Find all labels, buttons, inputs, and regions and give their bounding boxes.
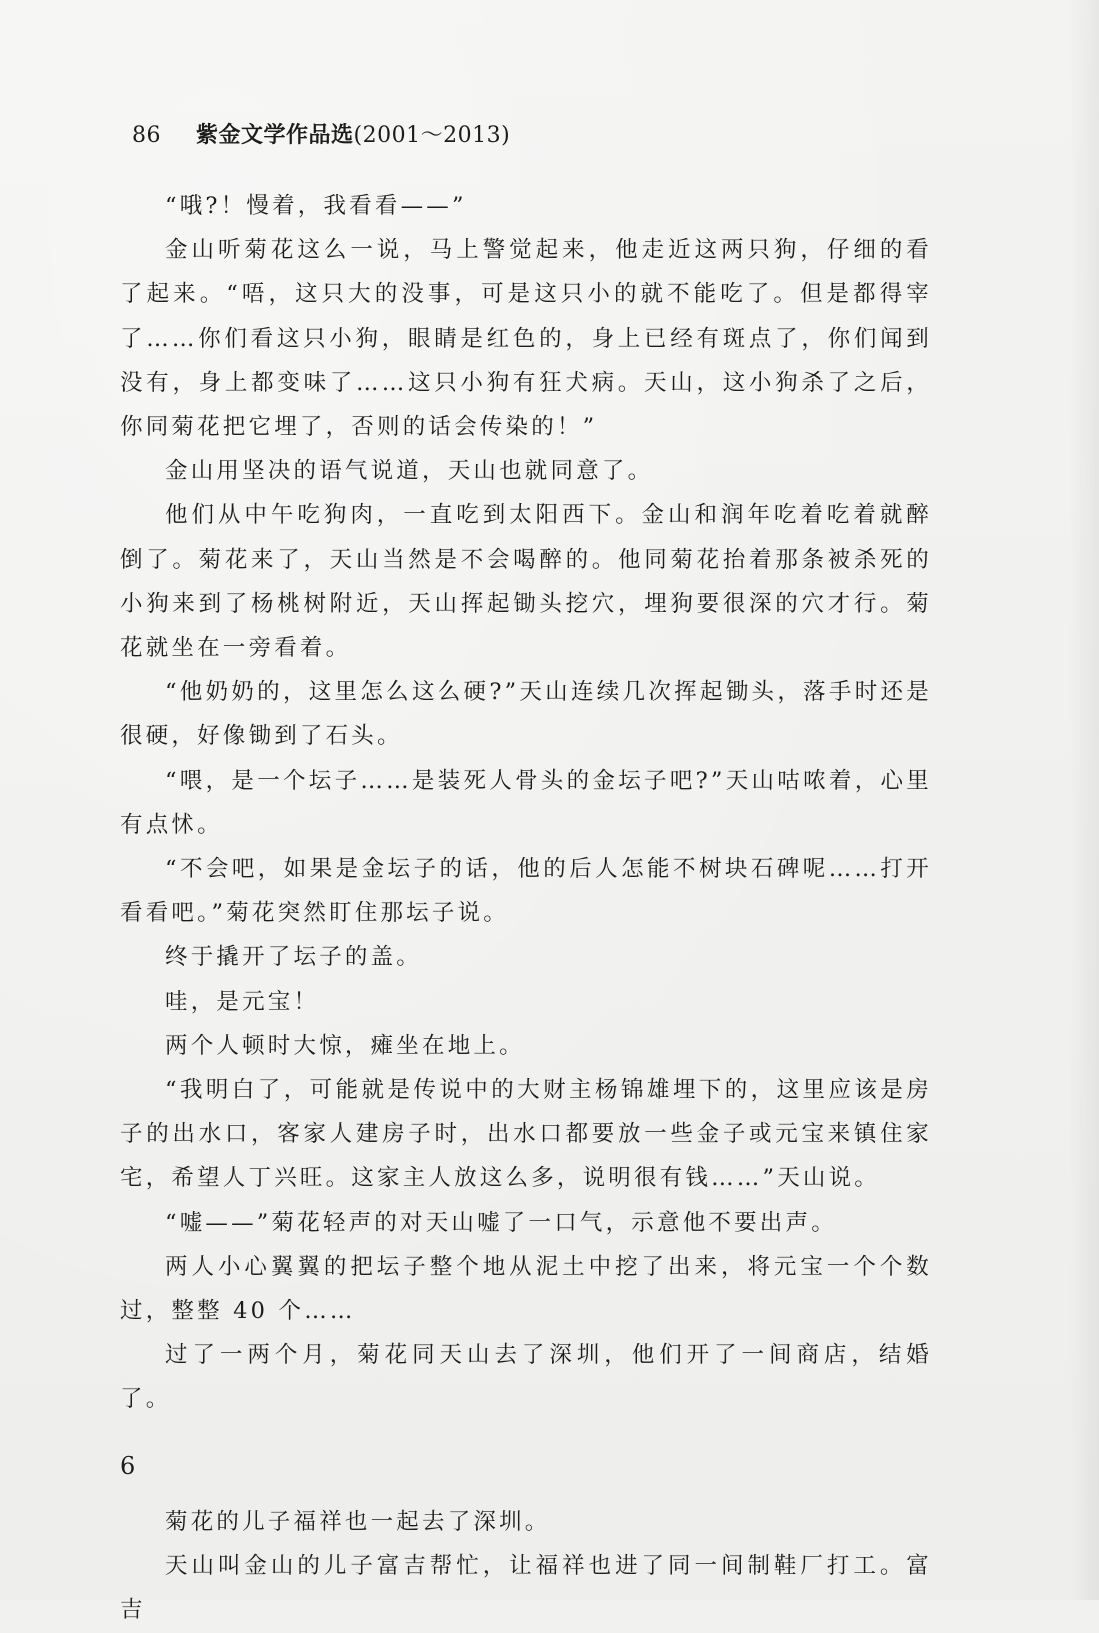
page-number: 86 xyxy=(132,123,161,148)
paragraph: “他奶奶的，这里怎么这么硬?”天山连续几次挥起锄头，落手时还是很硬，好像锄到了石头。 xyxy=(120,679,932,750)
paragraph: 终于撬开了坛子的盖。 xyxy=(165,944,423,971)
paragraph: 两个人顿时大惊，瘫坐在地上。 xyxy=(165,1032,525,1059)
paragraph: 哇，是元宝！ xyxy=(165,988,320,1015)
section-number: 6 xyxy=(120,1451,139,1480)
paragraph: 过了一两个月，菊花同天山去了深圳，他们开了一间商店，结婚了。 xyxy=(120,1342,932,1413)
paragraph: 两人小心翼翼的把坛子整个地从泥土中挖了出来，将元宝一个个数过，整整 40 个…… xyxy=(120,1253,932,1325)
paragraph: “喂，是一个坛子……是装死人骨头的金坛子吧?”天山咕哝着，心里有点怵。 xyxy=(120,767,932,838)
book-years: (2001～2013) xyxy=(353,123,511,148)
paragraph: 金山用坚决的语气说道，天山也就同意了。 xyxy=(165,458,654,485)
book-title: 紫金文学作品选 xyxy=(196,123,354,148)
paragraph: 金山听菊花这么一说，马上警觉起来，他走近这两只狗，仔细的看了起来。“唔，这只大的没事，可是这只小的就不能吃了。但是都得宰了……你们看这只小狗，眼睛是红色的，身上已经有斑点了，你们闻到没有，身上都变味了……这只小狗有狂犬病。天山，这小狗杀了之后，你同菊花把它埋了，否则的话会传染的！” xyxy=(120,237,932,441)
page-edge-shadow xyxy=(1069,0,1099,1600)
paragraph: “嘘——”菊花轻声的对天山嘘了一口气，示意他不要出声。 xyxy=(165,1209,837,1236)
running-header xyxy=(132,118,510,149)
paragraph: 他们从中午吃狗肉，一直吃到太阳西下。金山和润年吃着吃着就醉倒了。菊花来了，天山当然是不会喝醉的。他同菊花抬着那条被杀死的小狗来到了杨桃树附近，天山挥起锄头挖穴，埋狗要很深的穴才行。菊花就坐在一旁看着。 xyxy=(120,502,932,662)
paragraph: “不会吧，如果是金坛子的话，他的后人怎能不树块石碑呢……打开看看吧。”菊花突然盯住那坛子说。 xyxy=(120,856,932,927)
paragraph: 天山叫金山的儿子富吉帮忙，让福祥也进了同一间制鞋厂打工。富吉 xyxy=(120,1553,932,1624)
paragraph: “我明白了，可能就是传说中的大财主杨锦雄埋下的，这里应该是房子的出水口，客家人建房子时，出水口都要放一些金子或元宝来镇住家宅，希望人丁兴旺。这家主人放这么多，说明很有钱……”天山说。 xyxy=(120,1077,932,1192)
paragraph: 菊花的儿子福祥也一起去了深圳。 xyxy=(165,1508,551,1535)
paragraph: “哦?！慢着，我看看——” xyxy=(165,193,467,219)
page-body xyxy=(120,184,932,1633)
